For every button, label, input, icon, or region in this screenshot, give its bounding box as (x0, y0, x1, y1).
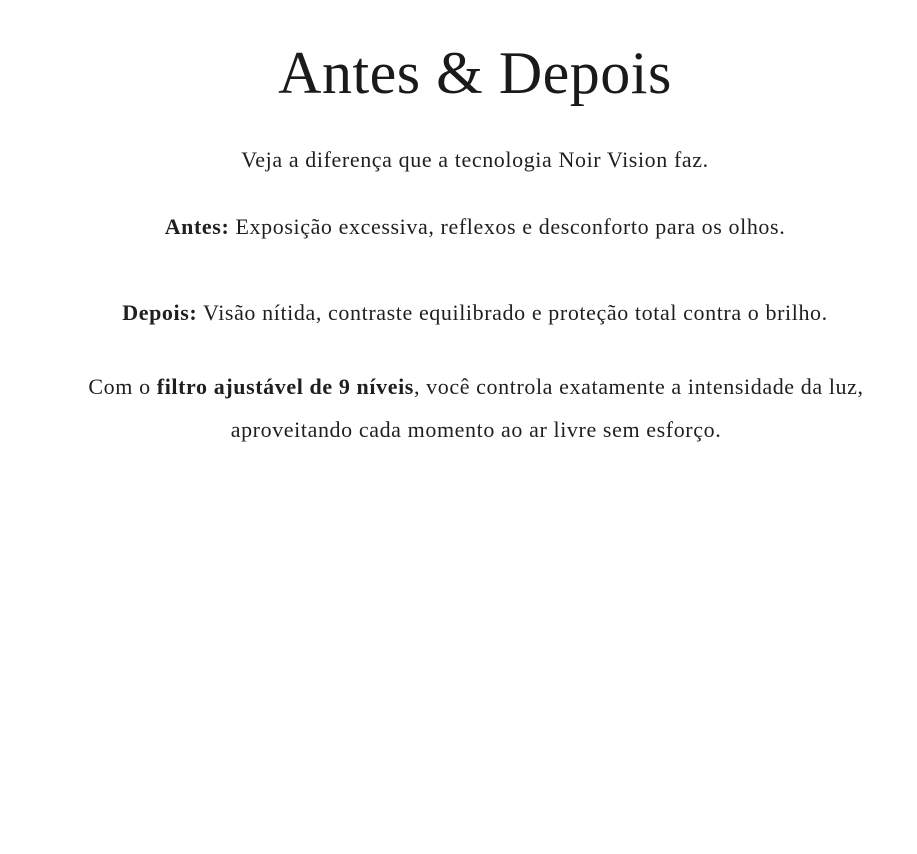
filtro-highlight: filtro ajustável de 9 níveis (156, 374, 414, 399)
depois-label: Depois: (122, 300, 198, 325)
filtro-prefix: Com o (88, 374, 157, 399)
filtro-suffix: , você controla exatamente a intensidade da luz, aproveitando cada momento ao ar livre sem esforço. (230, 374, 864, 442)
depois-text: Visão nítida, contraste equilibrado e proteção total contra o brilho. (197, 300, 828, 325)
section-subtitle: Veja a diferença que a tecnologia Noir Vision faz. (241, 147, 709, 172)
antes-paragraph (0, 212, 917, 242)
antes-label: Antes: (164, 214, 230, 239)
antes-text: Exposição excessiva, reflexos e desconforto para os olhos. (229, 214, 786, 239)
filtro-paragraph (60, 365, 892, 451)
section-title: Antes & Depois (278, 40, 672, 106)
depois-paragraph (0, 298, 917, 328)
